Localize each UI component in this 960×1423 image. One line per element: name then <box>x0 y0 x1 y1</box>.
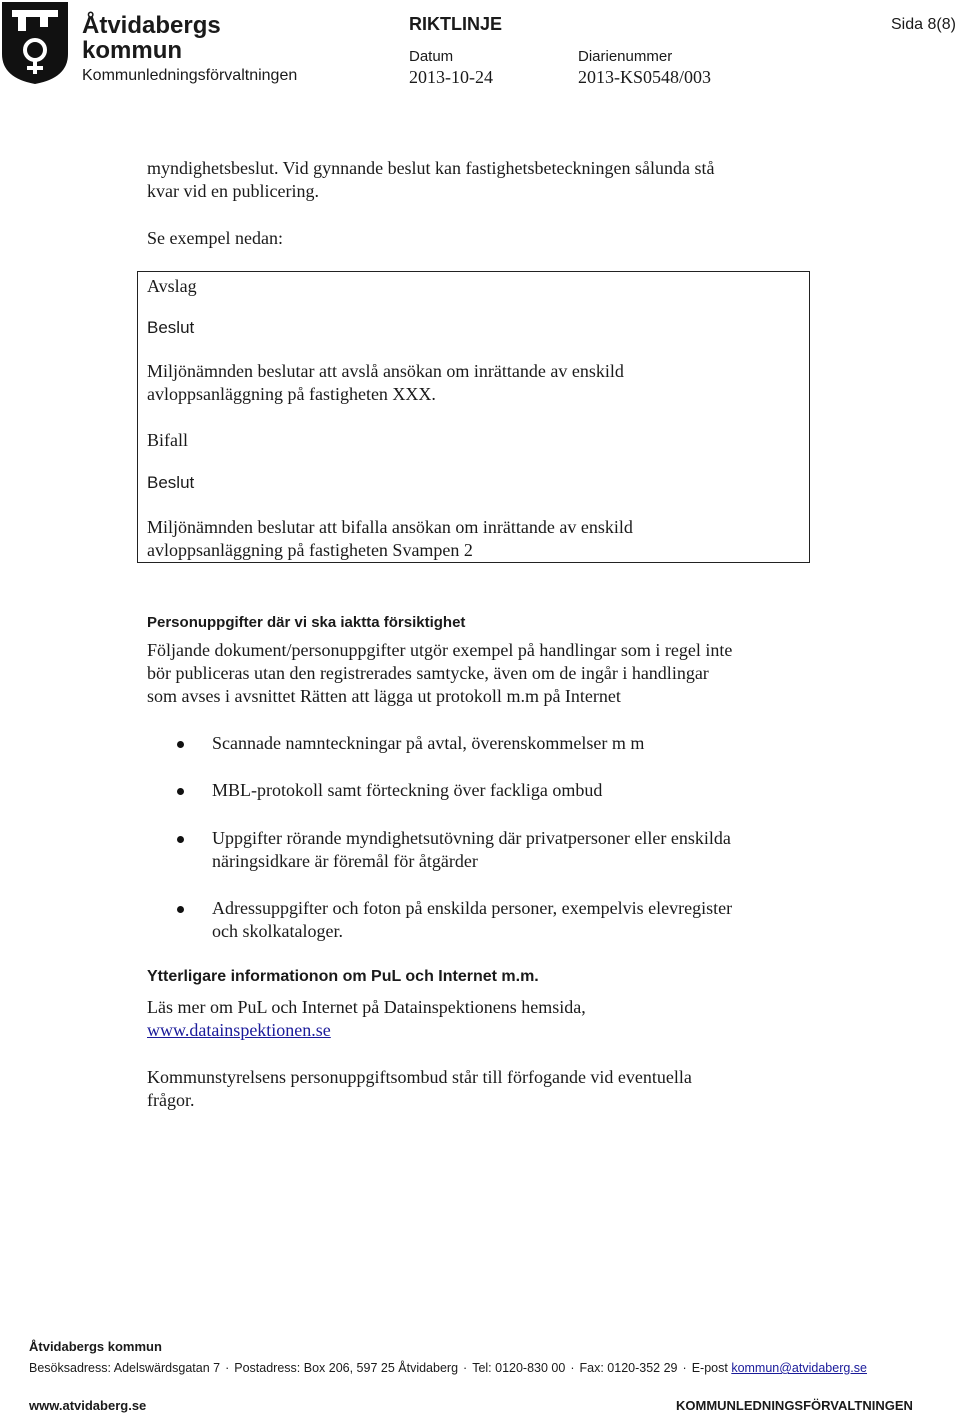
datainspektionen-link[interactable]: www.datainspektionen.se <box>147 1020 331 1040</box>
list-item-text: och skolkataloger. <box>212 921 343 941</box>
footer-department: KOMMUNLEDNINGSFÖRVALTNINGEN <box>676 1398 913 1413</box>
date-label: Datum <box>409 48 454 65</box>
list-item-text: MBL-protokoll samt förteckning över fackliga ombud <box>212 780 603 800</box>
closing-line: Kommunstyrelsens personuppgiftsombud står till förfogande vid eventuella <box>147 1067 692 1087</box>
footer-website[interactable]: www.atvidaberg.se <box>29 1398 147 1413</box>
caution-line: som avses i avsnittet Rätten att lägga ut protokoll m.m på Internet <box>147 686 621 706</box>
footer-separator: · <box>225 1361 230 1375</box>
footer-phone: Tel: 0120-830 00 <box>472 1361 566 1375</box>
caution-paragraph <box>147 639 827 708</box>
footer-fax: Fax: 0120-352 29 <box>579 1361 678 1375</box>
coat-of-arms-icon <box>0 0 70 86</box>
department-name: Kommunledningsförvaltningen <box>82 67 298 84</box>
more-info-paragraph <box>147 996 827 1042</box>
closing-paragraph <box>147 1066 827 1112</box>
footer-email-label: E-post <box>691 1361 728 1375</box>
closing-line: frågor. <box>147 1090 195 1110</box>
footer-email-link[interactable]: kommun@atvidaberg.se <box>731 1361 867 1375</box>
intro-paragraph <box>147 157 827 203</box>
footer-contact <box>29 1361 867 1375</box>
avslag-heading: Beslut <box>147 318 195 337</box>
more-info-line: Läs mer om PuL och Internet på Datainspektionens hemsida, <box>147 997 586 1017</box>
list-item-text: Uppgifter rörande myndighetsutövning där privatpersoner eller enskilda <box>212 828 731 848</box>
avslag-line: avloppsanläggning på fastigheten XXX. <box>147 384 436 404</box>
caution-heading: Personuppgifter där vi ska iaktta försiktighet <box>147 614 466 631</box>
caution-line: Följande dokument/personuppgifter utgör exempel på handlingar som i regel inte <box>147 640 733 660</box>
bifall-label: Bifall <box>147 430 188 450</box>
org-name-line1: Åtvidabergs <box>82 12 221 39</box>
example-intro: Se exempel nedan: <box>147 228 283 248</box>
list-item-text: Scannade namnteckningar på avtal, överenskommelser m m <box>212 733 645 753</box>
intro-line: kvar vid en publicering. <box>147 181 319 201</box>
diarie-label: Diarienummer <box>578 48 673 65</box>
avslag-text <box>147 360 827 406</box>
bifall-line: Miljönämnden beslutar att bifalla ansökan om inrättande av enskild <box>147 517 633 537</box>
bifall-text <box>147 516 827 562</box>
intro-line: myndighetsbeslut. Vid gynnande beslut kan fastighetsbeteckningen sålunda stå <box>147 158 715 178</box>
diarie-value: 2013-KS0548/003 <box>578 67 712 87</box>
footer-post-address: Postadress: Box 206, 597 25 Åtvidaberg <box>234 1361 459 1375</box>
page-number: Sida 8(8) <box>891 16 956 33</box>
bullet-icon <box>177 741 184 748</box>
bullet-icon <box>177 788 184 795</box>
avslag-label: Avslag <box>147 276 197 296</box>
footer-visit-address: Besöksadress: Adelswärdsgatan 7 <box>29 1361 221 1375</box>
document-type: RIKTLINJE <box>409 14 503 34</box>
list-item-text: Adressuppgifter och foton på enskilda personer, exempelvis elevregister <box>212 898 733 918</box>
org-name-line2: kommun <box>82 37 183 64</box>
list-item-text: näringsidkare är föremål för åtgärder <box>212 851 478 871</box>
more-info-heading: Ytterligare informationon om PuL och Internet m.m. <box>147 968 539 985</box>
bifall-heading: Beslut <box>147 473 195 492</box>
avslag-line: Miljönämnden beslutar att avslå ansökan om inrättande av enskild <box>147 361 624 381</box>
footer-separator: · <box>682 1361 687 1375</box>
footer-separator: · <box>570 1361 575 1375</box>
bifall-line: avloppsanläggning på fastigheten Svampen 2 <box>147 540 473 560</box>
footer-separator: · <box>463 1361 468 1375</box>
date-value: 2013-10-24 <box>409 67 493 87</box>
caution-line: bör publiceras utan den registrerades samtycke, även om de ingår i handlingar <box>147 663 709 683</box>
bullet-icon <box>177 906 184 913</box>
footer-org-name: Åtvidabergs kommun <box>29 1339 162 1354</box>
bullet-icon <box>177 836 184 843</box>
